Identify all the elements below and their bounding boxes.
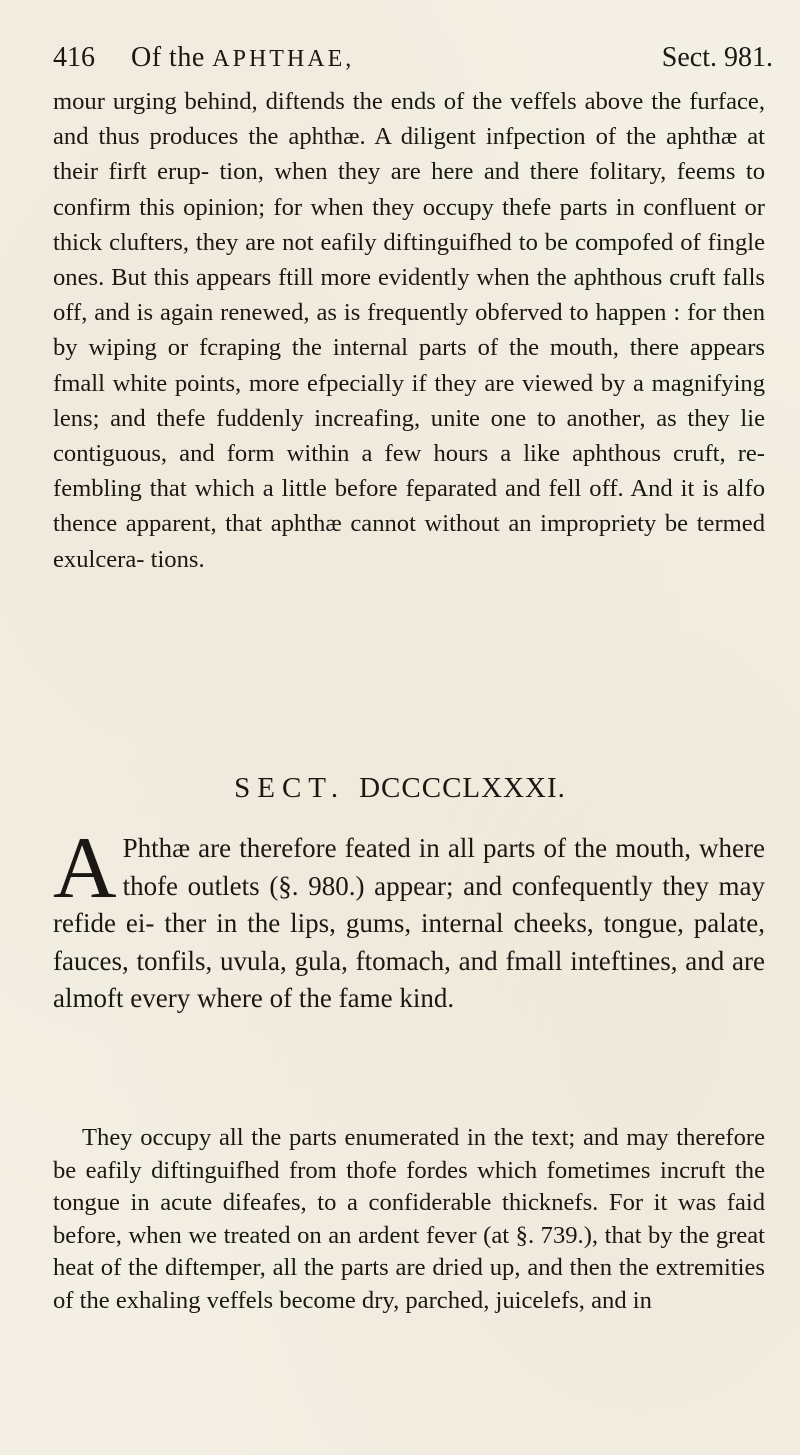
running-title-caps: APHTHAE, (212, 46, 355, 72)
paragraph-1-text: mour urging behind, diftends the ends of the veffels above the furface, and thus produces the aphthæ. A diligent infpection of the aphthæ at their firft erup- tion, when they are here and there folitary, feems to confirm this opinion; for when they occupy thefe parts in confluent or thick clufters, they are not eafily diftinguifhed to be compofed of fingle ones. But this appears ftill more evidently when the aphthous cruft falls off, and is again renewed, as is frequently obferved to happen : for then by wiping or fcraping the internal parts of the mouth, there appears fmall white points, more efpecially if they are viewed by a magnifying lens; and thefe fuddenly increafing, unite one to another, as they lie contiguous, and form within a few hours a like aphthous cruft, re- fembling that which a little before feparated and fell off. And it is alfo thence apparent, that aphthæ cannot without an impropriety be termed exulcera- tions. (53, 88, 765, 573)
paragraph-2 (53, 820, 765, 1018)
page-number: 416 (53, 42, 95, 73)
paragraph-continued (53, 84, 765, 577)
running-title-prefix: Of the (131, 42, 205, 73)
commentary-paragraph (53, 1122, 765, 1318)
drop-cap: A (53, 820, 117, 917)
running-header (53, 38, 773, 78)
paragraph-3-text: They occupy all the parts enumerated in the text; and may therefore be eafily diftinguifhed from thofe fordes which fometimes incruft the tongue in acute difeafes, to a confiderable thicknefs. For it was faid before, when we treated on an ardent fever (at §. 739.), that by the great heat of the diftemper, all the parts are dried up, and then the extremities of the exhaling veffels become dry, parched, juicelefs, and in (53, 1124, 765, 1314)
section-heading (0, 768, 800, 808)
running-title (131, 38, 354, 79)
section-reference: Sect. 981. (661, 42, 773, 73)
section-number: DCCCCLXXXI. (359, 772, 566, 804)
paragraph-2-text: Phthæ are therefore feated in all parts of the mouth, where thofe outlets (§. 980.) appear; and confequently they may refide ei- ther in the lips, gums, internal cheeks, tongue, palate, fauces, tonfils, uvula, gula, ftomach, and fmall inteftines, and are almoft every where of the fame kind. (53, 833, 765, 1013)
section-label: SECT. (234, 772, 346, 804)
section-paragraph (53, 820, 765, 1018)
